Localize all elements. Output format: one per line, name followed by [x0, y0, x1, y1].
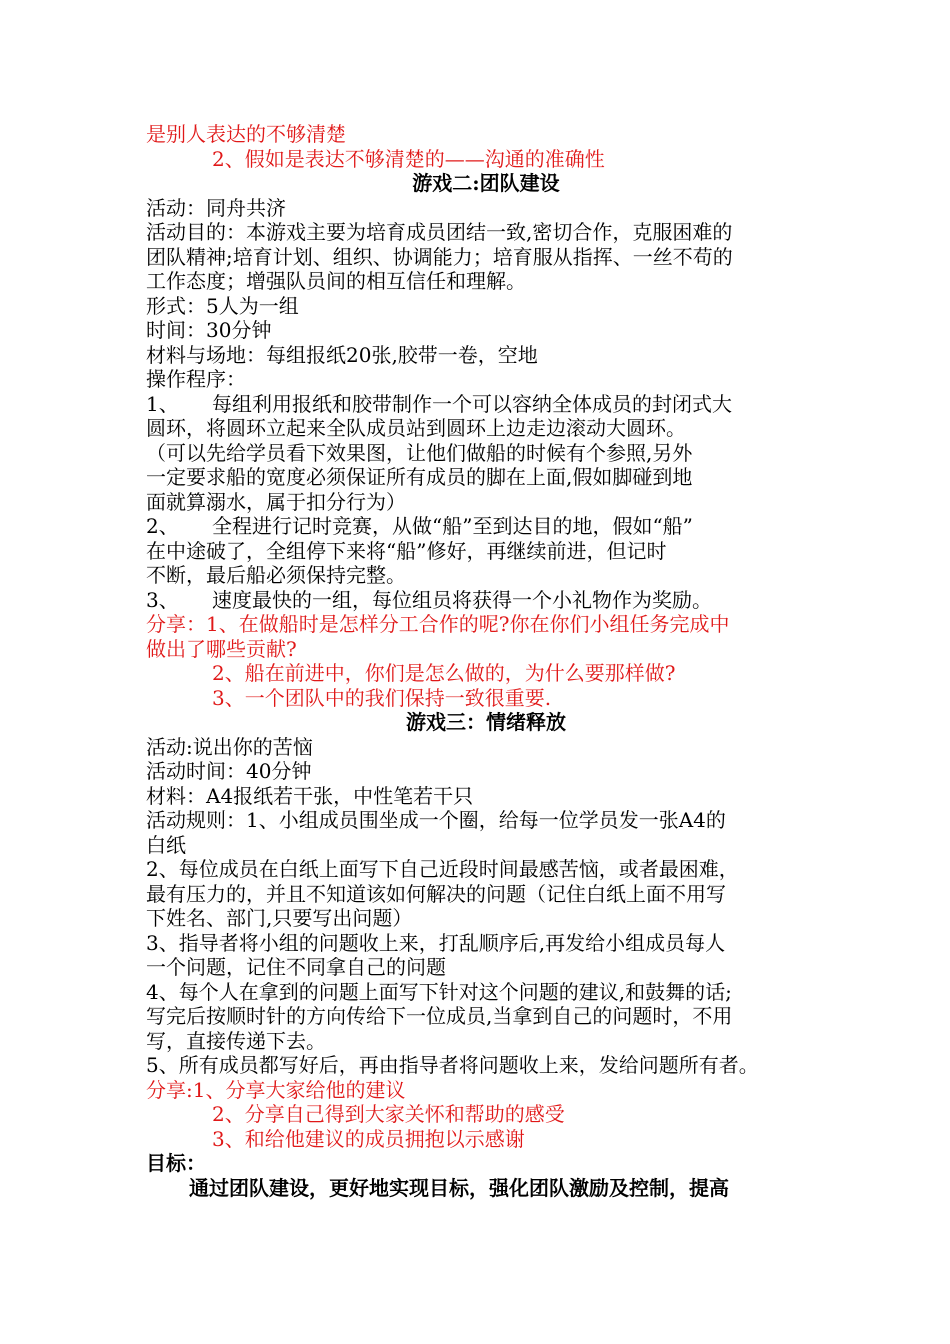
game2-procedure-label: 操作程序：	[146, 367, 246, 391]
step-text: 圆环，将圆环立起来全队成员站到圆环上边走边滚动大圆环。	[146, 416, 686, 440]
game3-rule: 2、每位成员在白纸上面写下自己近段时间最感苦恼，或者最困难，	[146, 857, 739, 881]
game3-title: 游戏三：情绪释放	[406, 710, 566, 734]
step-text: 一定要求船的宽度必须保证所有成员的脚在上面,假如脚碰到地	[146, 465, 693, 489]
game2-purpose: 活动目的：本游戏主要为培育成员团结一致,密切合作，克服困难的	[146, 220, 733, 244]
game3-rule: 下姓名、部门,只要写出问题）	[146, 906, 413, 930]
game2-time: 时间：30分钟	[146, 318, 272, 342]
step-text: （可以先给学员看下效果图，让他们做船的时候有个参照,另外	[146, 440, 693, 465]
game3-rule: 一个问题，记住不同拿自己的问题	[146, 955, 446, 979]
game3-rule: 写，直接传递下去。	[146, 1028, 326, 1053]
game3-rules: 白纸	[146, 832, 186, 857]
step-text: 不断，最后船必须保持完整。	[146, 563, 406, 587]
game3-rules: 活动规则：1、小组成员围坐成一个圈，给每一位学员发一张A4的	[146, 808, 726, 832]
step-number: 2、	[146, 514, 179, 538]
game2-purpose: 工作态度；增强队员间的相互信任和理解。	[146, 269, 526, 293]
top-text-line: 2、假如是表达不够清楚的——沟通的准确性	[212, 146, 605, 171]
game3-rule: 5、所有成员都写好后，再由指导者将问题收上来，发给问题所有者。	[146, 1053, 759, 1077]
game2-activity: 活动：同舟共济	[146, 195, 286, 220]
game2-share: 3、一个团队中的我们保持一致很重要.	[212, 685, 552, 710]
procedure-step	[146, 514, 826, 539]
game3-share: 分享:1、分享大家给他的建议	[146, 1077, 406, 1102]
game3-rule: 4、每个人在拿到的问题上面写下针对这个问题的建议,和鼓舞的话;	[146, 979, 732, 1004]
game3-activity: 活动:说出你的苦恼	[146, 734, 313, 759]
procedure-step	[146, 392, 826, 417]
game3-time: 活动时间：40分钟	[146, 759, 312, 783]
goal-text: 通过团队建设，更好地实现目标，强化团队激励及控制，提高	[189, 1175, 729, 1200]
game3-share: 3、和给他建议的成员拥抱以示感谢	[212, 1126, 525, 1151]
game2-format: 形式：5人为一组	[146, 293, 299, 318]
game2-purpose: 团队精神;培育计划、组织、协调能力；培育服从指挥、一丝不苟的	[146, 244, 733, 269]
goal-label: 目标：	[146, 1151, 206, 1175]
document-page	[146, 122, 826, 1200]
step-text: 在中途破了，全组停下来将“船”修好，再继续前进，但记时	[146, 538, 667, 563]
game2-share: 做出了哪些贡献?	[146, 636, 297, 661]
step-number: 1、	[146, 391, 179, 416]
step-text: 全程进行记时竞赛，从做“船”至到达目的地，假如“船”	[212, 514, 693, 538]
game2-share: 分享：1、在做船时是怎样分工合作的呢?你在你们小组任务完成中	[146, 612, 730, 636]
procedure-step	[146, 588, 826, 613]
game3-rule: 最有压力的，并且不知道该如何解决的问题（记住白纸上面不用写	[146, 881, 726, 906]
top-text-line: 是别人表达的不够清楚	[146, 122, 346, 146]
game2-title: 游戏二:团队建设	[412, 171, 560, 195]
game3-share: 2、分享自己得到大家关怀和帮助的感受	[212, 1102, 565, 1126]
game3-rule: 写完后按顺时针的方向传给下一位成员,当拿到自己的问题时，不用	[146, 1004, 733, 1028]
game3-materials: 材料：A4报纸若干张，中性笔若干只	[146, 783, 474, 808]
step-number: 3、	[146, 587, 179, 612]
step-text: 每组利用报纸和胶带制作一个可以容纳全体成员的封闭式大	[212, 391, 732, 416]
step-text: 速度最快的一组，每位组员将获得一个小礼物作为奖励。	[212, 587, 712, 612]
game2-materials: 材料与场地：每组报纸20张,胶带一卷，空地	[146, 342, 538, 367]
step-text: 面就算溺水，属于扣分行为）	[146, 489, 406, 514]
game3-rule: 3、指导者将小组的问题收上来，打乱顺序后,再发给小组成员每人	[146, 930, 726, 955]
game2-share: 2、船在前进中，你们是怎么做的，为什么要那样做?	[212, 661, 676, 685]
